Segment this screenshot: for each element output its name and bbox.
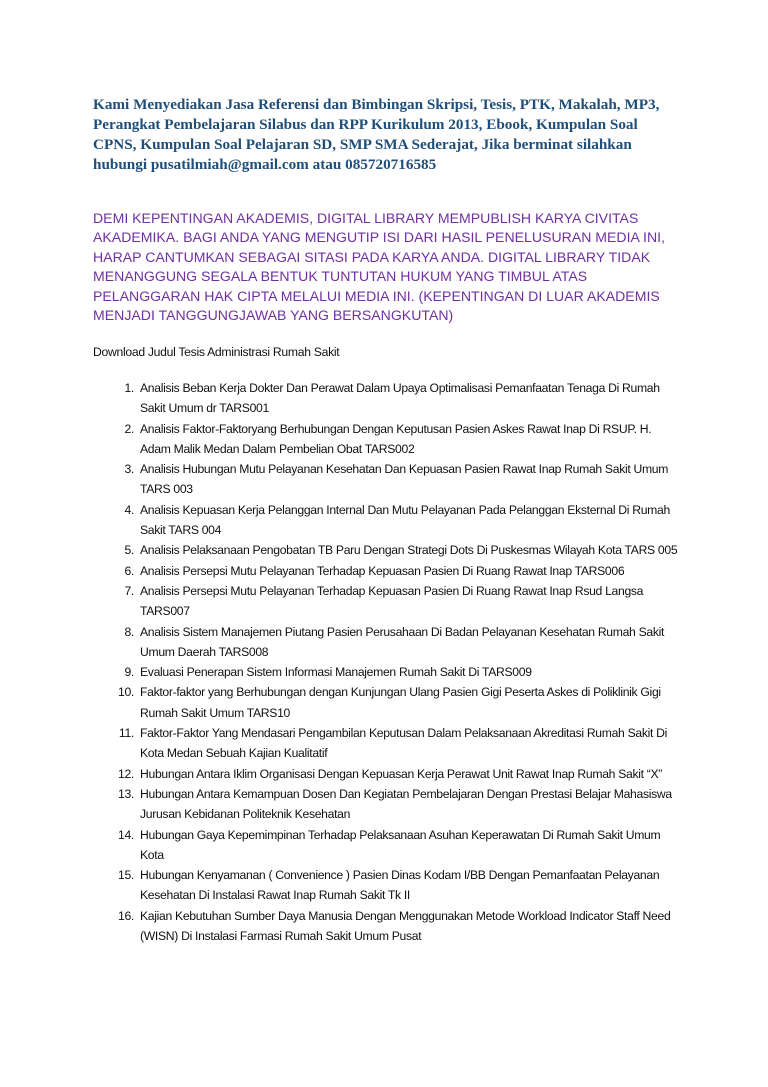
list-item-title: Faktor-Faktor Yang Mendasari Pengambilan Keputusan Dalam Pelaksanaan Akreditasi Rumah Sakit Di Kota Medan Sebuah Kajian Kualitatif (140, 726, 667, 761)
list-item-number: 3. (124, 462, 134, 477)
list-item-number: 6. (124, 563, 134, 578)
list-item-title: Analisis Beban Kerja Dokter Dan Perawat Dalam Upaya Optimalisasi Pemanfaatan Tenaga Di Rumah Sakit Umum dr TARS001 (140, 381, 660, 416)
list-item (106, 622, 680, 663)
list-item-number: 7. (124, 583, 134, 598)
list-item-number: 8. (124, 624, 134, 639)
list-item (106, 764, 680, 784)
list-item-title: Evaluasi Penerapan Sistem Informasi Manajemen Rumah Sakit Di TARS009 (140, 665, 532, 680)
list-item (106, 906, 680, 947)
thesis-title-list (106, 378, 680, 946)
list-item-title: Hubungan Gaya Kepemimpinan Terhadap Pelaksanaan Asuhan Keperawatan Di Rumah Sakit Umum Kota (140, 827, 661, 862)
service-intro-paragraph: Kami Menyediakan Jasa Referensi dan Bimbingan Skripsi, Tesis, PTK, Makalah, MP3, Perangkat Pembelajaran Silabus dan RPP Kurikulum 2013, Ebook, Kumpulan Soal CPNS, Kumpulan Soal Pelajaran SD, SMP SMA Sederajat, Jika berminat silahkan hubungi pusatilmiah@gmail.com atau 085720716585 (93, 96, 660, 173)
list-item-number: 15. (118, 868, 134, 883)
list-item-number: 1. (124, 381, 134, 395)
list-item (106, 459, 680, 500)
list-item (106, 419, 680, 460)
list-item (106, 378, 680, 419)
list-item (106, 682, 680, 723)
list-item-number: 2. (124, 421, 134, 436)
list-item (106, 561, 680, 581)
list-item-title: Kajian Kebutuhan Sumber Daya Manusia Dengan Menggunakan Metode Workload Indicator Staff Need (WISN) Di Instalasi Farmasi Rumah Sakit Umum Pusat (140, 908, 671, 944)
list-item-title: Faktor-faktor yang Berhubungan dengan Kunjungan Ulang Pasien Gigi Peserta Askes di Poliklinik Gigi Rumah Sakit Umum TARS10 (140, 685, 661, 720)
library-notice-paragraph: DEMI KEPENTINGAN AKADEMIS, DIGITAL LIBRARY MEMPUBLISH KARYA CIVITAS AKADEMIKA. BAGI ANDA YANG MENGUTIP ISI DARI HASIL PENELUSURAN MEDIA INI, HARAP CANTUMKAN SEBAGAI SITASI PADA KARYA ANDA. DIGITAL LIBRARY TIDAK MENANGGUNG SEGALA BENTUK TUNTUTAN HUKUM YANG TIMBUL ATAS PELANGGARAN HAK CIPTA MELALUI MEDIA INI. (KEPENTINGAN DI LUAR AKADEMIS MENJADI TANGGUNGJAWAB YANG BERSANGKUTAN) (93, 210, 665, 324)
list-item (106, 865, 680, 906)
list-item-title: Analisis Persepsi Mutu Pelayanan Terhadap Kepuasan Pasien Di Ruang Rawat Inap Rsud Langsa TARS007 (140, 583, 644, 619)
list-item-title: Analisis Hubungan Mutu Pelayanan Kesehatan Dan Kepuasan Pasien Rawat Inap Rumah Sakit Umum TARS 003 (140, 462, 669, 497)
list-item-title: Analisis Kepuasan Kerja Pelanggan Internal Dan Mutu Pelayanan Pada Pelanggan Eksternal Di Rumah Sakit TARS 004 (140, 502, 670, 538)
list-item-title: Analisis Pelaksanaan Pengobatan TB Paru Dengan Strategi Dots Di Puskesmas Wilayah Kota TARS 005 (140, 543, 678, 558)
list-item-number: 13. (118, 786, 134, 801)
list-item-number: 5. (124, 543, 134, 558)
list-item-title: Analisis Persepsi Mutu Pelayanan Terhadap Kepuasan Pasien Di Ruang Rawat Inap TARS006 (140, 563, 625, 578)
list-item-number: 4. (124, 502, 134, 517)
list-item-title: Hubungan Antara Iklim Organisasi Dengan Kepuasan Kerja Perawat Unit Rawat Inap Rumah Sakit “X” (140, 766, 663, 781)
list-item-number: 16. (118, 908, 134, 923)
list-item (106, 540, 680, 560)
list-item (106, 500, 680, 541)
list-item-number: 10. (118, 685, 134, 700)
list-item (106, 723, 680, 764)
list-item-title: Analisis Sistem Manajemen Piutang Pasien Perusahaan Di Badan Pelayanan Kesehatan Rumah Sakit Umum Daerah TARS008 (140, 624, 665, 659)
list-item-number: 9. (124, 665, 134, 680)
list-item (106, 825, 680, 866)
list-item-title: Analisis Faktor-Faktoryang Berhubungan Dengan Keputusan Pasien Askes Rawat Inap Di RSUP. H. Adam Malik Medan Dalam Pembelian Obat TARS002 (140, 421, 652, 456)
list-item-number: 12. (118, 766, 134, 781)
list-item (106, 581, 680, 622)
list-item-title: Hubungan Kenyamanan ( Convenience ) Pasien Dinas Kodam I/BB Dengan Pemanfaatan Pelayanan Kesehatan Di Instalasi Rawat Inap Rumah Sakit Tk II (140, 868, 660, 903)
list-item-number: 11. (118, 726, 134, 741)
list-item-number: 14. (118, 827, 134, 842)
list-item (106, 784, 680, 825)
list-item (106, 662, 680, 682)
list-heading: Download Judul Tesis Administrasi Rumah Sakit (93, 345, 340, 359)
list-item-title: Hubungan Antara Kemampuan Dosen Dan Kegiatan Pembelajaran Dengan Prestasi Belajar Mahasiswa Jurusan Kebidanan Politeknik Kesehatan (140, 786, 672, 822)
